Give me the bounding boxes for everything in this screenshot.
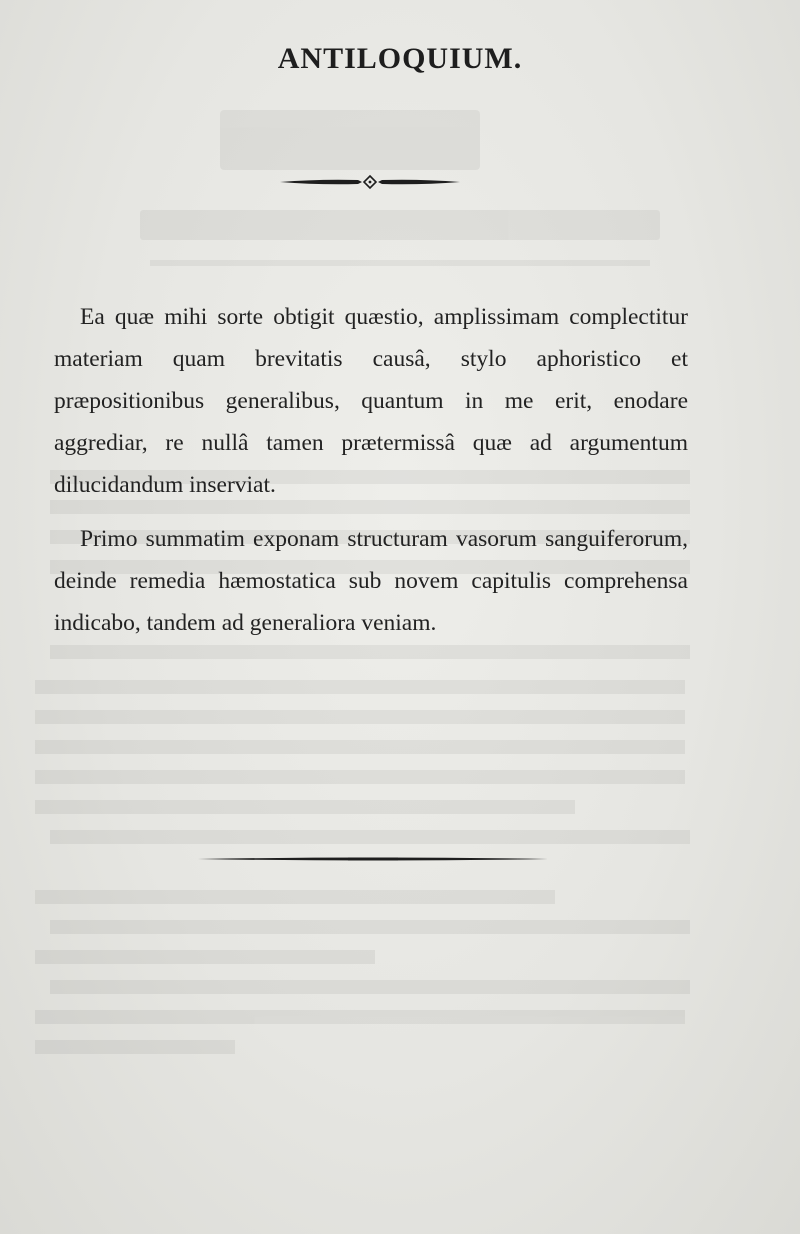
closing-rule-icon xyxy=(198,852,548,866)
page-title: ANTILOQUIUM. xyxy=(277,42,523,75)
paragraph-plan: Primo summatim exponam structuram vasorum sanguiferorum, deinde remedia hæmostatica sub novem capitulis comprehensa indicabo, tandem ad generaliora veniam. xyxy=(54,526,688,636)
paragraph-intro: Ea quæ mihi sorte obtigit quæstio, amplissimam complectitur materiam quam brevitatis causâ, stylo aphoristico et præpositionibus generalibus, quantum in me erit, enodare aggrediar, re nullâ tamen prætermissâ quæ ad argumentum dilucidandum inserviat. xyxy=(54,304,688,498)
body-text xyxy=(54,296,688,644)
ornamental-divider-icon xyxy=(278,172,462,192)
